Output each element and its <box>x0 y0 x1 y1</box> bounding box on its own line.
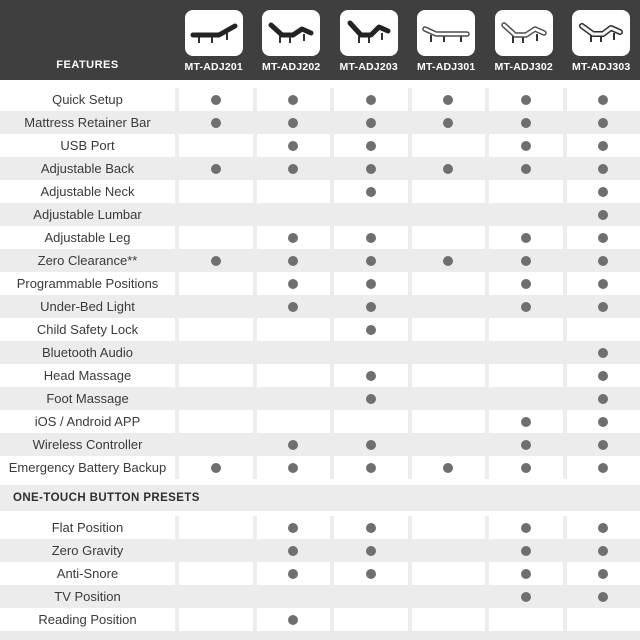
feature-label: Child Safety Lock <box>36 322 139 337</box>
feature-cell-mt-adj302 <box>485 433 563 456</box>
feature-row-reading-position <box>0 608 640 631</box>
feature-cell-mt-adj203 <box>330 134 408 157</box>
adjustable-bed-icon <box>267 20 315 47</box>
feature-cell-mt-adj301 <box>408 341 486 364</box>
feature-cell-mt-adj303 <box>563 387 640 410</box>
feature-cell-mt-adj202 <box>253 387 331 410</box>
feature-cell-mt-adj203 <box>330 318 408 341</box>
feature-row-wireless-controller <box>0 433 640 456</box>
feature-cell-mt-adj202 <box>253 134 331 157</box>
included-dot <box>598 279 608 289</box>
feature-cell-mt-adj203 <box>330 516 408 539</box>
bed-thumbnail <box>417 10 475 56</box>
feature-row-quick-setup <box>0 88 640 111</box>
feature-cell-mt-adj302 <box>485 111 563 134</box>
included-dot <box>288 523 298 533</box>
adjustable-bed-icon <box>422 20 470 47</box>
feature-cell-mt-adj202 <box>253 295 331 318</box>
feature-cell-mt-adj301 <box>408 272 486 295</box>
included-dot <box>598 187 608 197</box>
feature-cell-mt-adj303 <box>563 180 640 203</box>
model-name: MT-ADJ203 <box>339 61 398 73</box>
included-dot <box>366 371 376 381</box>
included-dot <box>598 348 608 358</box>
included-dot <box>598 118 608 128</box>
included-dot <box>598 463 608 473</box>
feature-cell-mt-adj301 <box>408 410 486 433</box>
included-dot <box>366 523 376 533</box>
feature-cell-mt-adj302 <box>485 157 563 180</box>
feature-cell-mt-adj201 <box>175 180 253 203</box>
feature-cell-mt-adj301 <box>408 608 486 631</box>
feature-cell-mt-adj201 <box>175 249 253 272</box>
included-dot <box>598 210 608 220</box>
included-dot <box>288 440 298 450</box>
feature-label: Foot Massage <box>46 391 129 406</box>
feature-row-adjustable-back <box>0 157 640 180</box>
feature-cell-mt-adj303 <box>563 295 640 318</box>
feature-label: Zero Gravity <box>51 543 124 558</box>
feature-cell-mt-adj203 <box>330 249 408 272</box>
feature-cell-mt-adj301 <box>408 516 486 539</box>
feature-cell-mt-adj303 <box>563 134 640 157</box>
feature-cell-mt-adj303 <box>563 341 640 364</box>
feature-cell-mt-adj203 <box>330 180 408 203</box>
feature-label: Adjustable Leg <box>44 230 131 245</box>
feature-cell-mt-adj303 <box>563 516 640 539</box>
feature-label: Adjustable Back <box>40 161 135 176</box>
feature-cell-mt-adj202 <box>253 157 331 180</box>
included-dot <box>443 95 453 105</box>
feature-cell-mt-adj302 <box>485 585 563 608</box>
feature-row-adjustable-lumbar <box>0 203 640 226</box>
included-dot <box>598 440 608 450</box>
feature-cell-mt-adj302 <box>485 516 563 539</box>
included-dot <box>598 523 608 533</box>
included-dot <box>366 95 376 105</box>
feature-cell-mt-adj303 <box>563 111 640 134</box>
included-dot <box>211 463 221 473</box>
included-dot <box>598 164 608 174</box>
feature-cell-mt-adj201 <box>175 318 253 341</box>
feature-cell-mt-adj202 <box>253 364 331 387</box>
included-dot <box>521 417 531 427</box>
feature-row-bluetooth-audio <box>0 341 640 364</box>
included-dot <box>521 279 531 289</box>
feature-label: iOS / Android APP <box>34 414 141 429</box>
included-dot <box>521 233 531 243</box>
feature-cell-mt-adj303 <box>563 88 640 111</box>
included-dot <box>521 95 531 105</box>
included-dot <box>366 187 376 197</box>
feature-cell-mt-adj302 <box>485 341 563 364</box>
feature-cell-mt-adj303 <box>563 433 640 456</box>
feature-row-usb-port <box>0 134 640 157</box>
feature-cell-mt-adj302 <box>485 272 563 295</box>
included-dot <box>598 417 608 427</box>
included-dot <box>521 256 531 266</box>
feature-row-under-bed-light <box>0 295 640 318</box>
included-dot <box>598 256 608 266</box>
feature-label: Anti-Snore <box>56 566 119 581</box>
feature-cell-mt-adj202 <box>253 456 331 479</box>
bed-thumbnail <box>495 10 553 56</box>
included-dot <box>598 233 608 243</box>
included-dot <box>521 592 531 602</box>
feature-label: Flat Position <box>51 520 124 535</box>
feature-cell-mt-adj303 <box>563 410 640 433</box>
feature-row-head-massage <box>0 364 640 387</box>
feature-cell-mt-adj203 <box>330 585 408 608</box>
feature-row-foot-massage <box>0 387 640 410</box>
feature-cell-mt-adj302 <box>485 203 563 226</box>
feature-cell-mt-adj201 <box>175 608 253 631</box>
feature-cell-mt-adj303 <box>563 364 640 387</box>
included-dot <box>288 164 298 174</box>
feature-cell-mt-adj201 <box>175 410 253 433</box>
feature-cell-mt-adj202 <box>253 249 331 272</box>
feature-cell-mt-adj303 <box>563 562 640 585</box>
feature-cell-mt-adj202 <box>253 226 331 249</box>
model-name: MT-ADJ302 <box>494 61 553 73</box>
included-dot <box>443 463 453 473</box>
feature-cell-mt-adj301 <box>408 539 486 562</box>
included-dot <box>288 256 298 266</box>
model-header-mt-adj201 <box>175 0 253 80</box>
model-name: MT-ADJ303 <box>572 61 631 73</box>
feature-cell-mt-adj201 <box>175 341 253 364</box>
included-dot <box>521 302 531 312</box>
feature-cell-mt-adj303 <box>563 585 640 608</box>
included-dot <box>521 523 531 533</box>
feature-cell-mt-adj203 <box>330 88 408 111</box>
feature-row-tv-position <box>0 585 640 608</box>
feature-label: Head Massage <box>43 368 132 383</box>
included-dot <box>598 95 608 105</box>
feature-cell-mt-adj301 <box>408 203 486 226</box>
feature-cell-mt-adj201 <box>175 203 253 226</box>
feature-cell-mt-adj202 <box>253 318 331 341</box>
included-dot <box>366 463 376 473</box>
feature-cell-mt-adj302 <box>485 410 563 433</box>
included-dot <box>288 279 298 289</box>
included-dot <box>598 592 608 602</box>
included-dot <box>211 164 221 174</box>
feature-cell-mt-adj302 <box>485 387 563 410</box>
included-dot <box>521 118 531 128</box>
feature-cell-mt-adj202 <box>253 585 331 608</box>
included-dot <box>443 164 453 174</box>
feature-cell-mt-adj202 <box>253 341 331 364</box>
included-dot <box>288 463 298 473</box>
included-dot <box>366 302 376 312</box>
feature-cell-mt-adj203 <box>330 456 408 479</box>
header-body-gap <box>0 80 640 88</box>
feature-cell-mt-adj202 <box>253 111 331 134</box>
feature-cell-mt-adj201 <box>175 433 253 456</box>
bottom-strip <box>0 631 640 640</box>
feature-cell-mt-adj301 <box>408 180 486 203</box>
included-dot <box>598 371 608 381</box>
feature-cell-mt-adj301 <box>408 249 486 272</box>
feature-cell-mt-adj301 <box>408 226 486 249</box>
bed-thumbnail <box>185 10 243 56</box>
feature-cell-mt-adj203 <box>330 295 408 318</box>
feature-label: Reading Position <box>38 612 137 627</box>
feature-cell-mt-adj201 <box>175 111 253 134</box>
feature-cell-mt-adj203 <box>330 433 408 456</box>
feature-label: Wireless Controller <box>32 437 143 452</box>
feature-cell-mt-adj201 <box>175 562 253 585</box>
feature-label: TV Position <box>54 589 121 604</box>
feature-cell-mt-adj201 <box>175 134 253 157</box>
feature-cell-mt-adj203 <box>330 272 408 295</box>
feature-cell-mt-adj303 <box>563 456 640 479</box>
model-name: MT-ADJ301 <box>417 61 476 73</box>
feature-cell-mt-adj301 <box>408 585 486 608</box>
included-dot <box>366 164 376 174</box>
feature-rows <box>0 88 640 631</box>
included-dot <box>598 569 608 579</box>
feature-cell-mt-adj301 <box>408 88 486 111</box>
feature-cell-mt-adj202 <box>253 410 331 433</box>
feature-cell-mt-adj202 <box>253 608 331 631</box>
feature-row-programmable-positions <box>0 272 640 295</box>
included-dot <box>366 279 376 289</box>
feature-cell-mt-adj202 <box>253 562 331 585</box>
feature-label: Adjustable Neck <box>40 184 135 199</box>
included-dot <box>521 546 531 556</box>
feature-row-zero-gravity <box>0 539 640 562</box>
included-dot <box>366 440 376 450</box>
included-dot <box>288 233 298 243</box>
feature-label: Emergency Battery Backup <box>8 460 167 475</box>
feature-cell-mt-adj301 <box>408 456 486 479</box>
feature-row-anti-snore <box>0 562 640 585</box>
included-dot <box>598 141 608 151</box>
feature-row-adjustable-neck <box>0 180 640 203</box>
feature-cell-mt-adj301 <box>408 111 486 134</box>
included-dot <box>598 302 608 312</box>
included-dot <box>288 141 298 151</box>
feature-cell-mt-adj302 <box>485 456 563 479</box>
feature-cell-mt-adj203 <box>330 341 408 364</box>
feature-row-flat-position <box>0 516 640 539</box>
feature-cell-mt-adj201 <box>175 88 253 111</box>
feature-label: Zero Clearance** <box>37 253 138 268</box>
included-dot <box>366 141 376 151</box>
feature-cell-mt-adj301 <box>408 364 486 387</box>
feature-cell-mt-adj302 <box>485 226 563 249</box>
feature-cell-mt-adj302 <box>485 562 563 585</box>
feature-row-mattress-retainer-bar <box>0 111 640 134</box>
model-header-mt-adj303 <box>563 0 640 80</box>
included-dot <box>366 394 376 404</box>
section-title: ONE-TOUCH BUTTON PRESETS <box>0 485 640 511</box>
feature-cell-mt-adj303 <box>563 226 640 249</box>
feature-cell-mt-adj202 <box>253 539 331 562</box>
feature-cell-mt-adj203 <box>330 111 408 134</box>
adjustable-bed-icon <box>500 20 548 47</box>
feature-cell-mt-adj203 <box>330 226 408 249</box>
feature-cell-mt-adj302 <box>485 364 563 387</box>
feature-cell-mt-adj302 <box>485 608 563 631</box>
feature-cell-mt-adj301 <box>408 157 486 180</box>
feature-cell-mt-adj203 <box>330 410 408 433</box>
feature-cell-mt-adj302 <box>485 88 563 111</box>
model-header-mt-adj301 <box>408 0 486 80</box>
included-dot <box>366 118 376 128</box>
model-header-mt-adj203 <box>330 0 408 80</box>
included-dot <box>211 256 221 266</box>
table-header <box>0 0 640 80</box>
included-dot <box>443 256 453 266</box>
feature-label: Quick Setup <box>52 92 123 107</box>
included-dot <box>288 118 298 128</box>
included-dot <box>366 546 376 556</box>
feature-cell-mt-adj301 <box>408 387 486 410</box>
feature-cell-mt-adj203 <box>330 203 408 226</box>
feature-label: Under-Bed Light <box>40 299 135 314</box>
feature-cell-mt-adj203 <box>330 387 408 410</box>
feature-cell-mt-adj202 <box>253 272 331 295</box>
included-dot <box>443 118 453 128</box>
included-dot <box>211 95 221 105</box>
included-dot <box>366 233 376 243</box>
feature-cell-mt-adj203 <box>330 364 408 387</box>
feature-label: Mattress Retainer Bar <box>24 115 151 130</box>
feature-cell-mt-adj201 <box>175 387 253 410</box>
included-dot <box>366 569 376 579</box>
feature-cell-mt-adj202 <box>253 203 331 226</box>
included-dot <box>521 463 531 473</box>
feature-cell-mt-adj201 <box>175 516 253 539</box>
included-dot <box>521 569 531 579</box>
feature-cell-mt-adj303 <box>563 272 640 295</box>
feature-cell-mt-adj301 <box>408 433 486 456</box>
model-name: MT-ADJ202 <box>262 61 321 73</box>
feature-cell-mt-adj201 <box>175 585 253 608</box>
feature-cell-mt-adj301 <box>408 562 486 585</box>
feature-cell-mt-adj303 <box>563 203 640 226</box>
feature-label: Adjustable Lumbar <box>33 207 142 222</box>
feature-cell-mt-adj302 <box>485 318 563 341</box>
feature-cell-mt-adj303 <box>563 157 640 180</box>
model-header-mt-adj302 <box>485 0 563 80</box>
adjustable-bed-icon <box>190 20 238 47</box>
feature-cell-mt-adj201 <box>175 157 253 180</box>
feature-cell-mt-adj201 <box>175 295 253 318</box>
included-dot <box>366 325 376 335</box>
included-dot <box>288 302 298 312</box>
feature-cell-mt-adj301 <box>408 134 486 157</box>
included-dot <box>288 569 298 579</box>
included-dot <box>521 164 531 174</box>
adjustable-bed-icon <box>577 20 625 47</box>
included-dot <box>521 440 531 450</box>
feature-cell-mt-adj302 <box>485 180 563 203</box>
feature-cell-mt-adj203 <box>330 157 408 180</box>
feature-row-emergency-battery-backup <box>0 456 640 479</box>
model-name: MT-ADJ201 <box>184 61 243 73</box>
feature-cell-mt-adj301 <box>408 295 486 318</box>
feature-row-adjustable-leg <box>0 226 640 249</box>
feature-cell-mt-adj303 <box>563 539 640 562</box>
bed-thumbnail <box>340 10 398 56</box>
feature-cell-mt-adj302 <box>485 134 563 157</box>
feature-cell-mt-adj203 <box>330 608 408 631</box>
included-dot <box>366 256 376 266</box>
included-dot <box>598 546 608 556</box>
adjustable-bed-icon <box>345 20 393 47</box>
bed-thumbnail <box>572 10 630 56</box>
bed-thumbnail <box>262 10 320 56</box>
feature-cell-mt-adj201 <box>175 226 253 249</box>
feature-cell-mt-adj301 <box>408 318 486 341</box>
features-header-label: FEATURES <box>56 59 119 71</box>
feature-cell-mt-adj302 <box>485 295 563 318</box>
feature-row-zero-clearance <box>0 249 640 272</box>
feature-row-child-safety-lock <box>0 318 640 341</box>
feature-cell-mt-adj302 <box>485 539 563 562</box>
feature-cell-mt-adj201 <box>175 272 253 295</box>
feature-label: Bluetooth Audio <box>41 345 134 360</box>
model-header-mt-adj202 <box>253 0 331 80</box>
feature-cell-mt-adj302 <box>485 249 563 272</box>
feature-cell-mt-adj201 <box>175 539 253 562</box>
feature-cell-mt-adj203 <box>330 539 408 562</box>
feature-row-ios-android-app <box>0 410 640 433</box>
feature-cell-mt-adj303 <box>563 249 640 272</box>
feature-label: Programmable Positions <box>16 276 159 291</box>
feature-cell-mt-adj201 <box>175 364 253 387</box>
feature-cell-mt-adj201 <box>175 456 253 479</box>
feature-cell-mt-adj303 <box>563 608 640 631</box>
included-dot <box>598 394 608 404</box>
feature-cell-mt-adj202 <box>253 516 331 539</box>
feature-cell-mt-adj202 <box>253 180 331 203</box>
feature-cell-mt-adj202 <box>253 433 331 456</box>
feature-label: USB Port <box>60 138 115 153</box>
feature-cell-mt-adj203 <box>330 562 408 585</box>
included-dot <box>288 95 298 105</box>
feature-cell-mt-adj303 <box>563 318 640 341</box>
included-dot <box>521 141 531 151</box>
included-dot <box>288 546 298 556</box>
included-dot <box>288 615 298 625</box>
included-dot <box>211 118 221 128</box>
feature-cell-mt-adj202 <box>253 88 331 111</box>
